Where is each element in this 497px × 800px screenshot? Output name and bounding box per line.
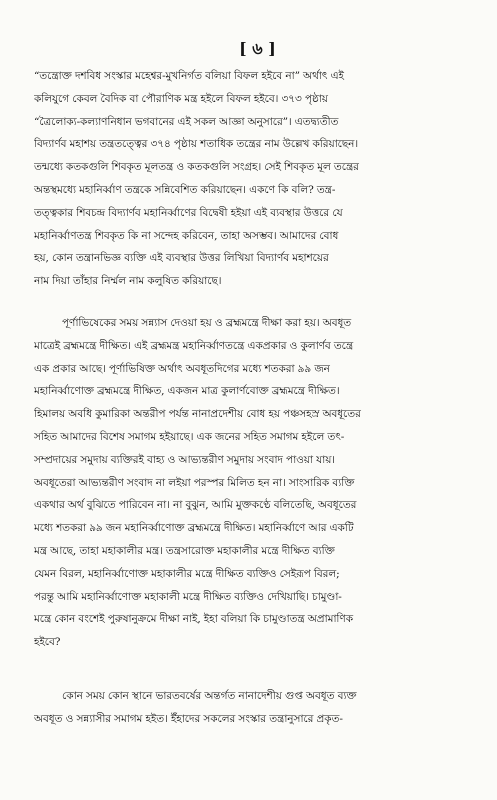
- text-line: বিদ্যার্ণব মহাশয় তন্ত্রতত্ত্বের ৩৭৪ পৃষ্ঠায় শতাধিক তন্ত্রের নাম উল্লেখ করিয়াছেন।: [34, 138, 358, 151]
- text-line: “তন্ত্রোক্ত দশবিধ সংস্কার মহেশ্বর-মুখনির্গত বলিয়া বিফল হইবে না” অর্থাৎ এই: [34, 70, 344, 82]
- text-line: এক প্রকার আছে। পূর্ণাভিষিক্ত অর্থাৎ অবধূতদিগের মধ্যে শতকরা ৯৯ জন: [34, 362, 330, 375]
- text-line: পরন্তু আমি মহানির্ব্বাণোক্ত মহাকালী মন্ত্রে দীক্ষিত ব্যক্তিও দেখিয়াছি। চামুণ্ডা-: [34, 590, 342, 603]
- text-line: যেমন বিরল, মহানির্ব্বাণোক্ত মহাকালীর মন্ত্রে দীক্ষিত ব্যক্তিও সেইরূপ বিরল;: [34, 567, 340, 580]
- text-line: পূর্ণাভিষেকের সময় সন্ন্যাস দেওয়া হয় ও ব্রহ্মমন্ত্রে দীক্ষা করা হয়। অবধূত: [62, 317, 352, 329]
- text-line: নাম দিয়া তাঁহার নির্ম্মল নাম কলুষিত করিয়াছে।: [34, 275, 222, 288]
- text-line: সহিত আমাদের বিশেষ সমাগম হইয়াছে। এক জনের সহিত সমাগম হইলে তৎ-: [34, 430, 345, 443]
- text-line: একথার অর্থ বুঝিতে পারিবেন না। না বুঝুন, আমি মুক্তকণ্ঠে বলিতেছি, অবধূতের: [34, 499, 357, 512]
- text-line: কলিযুগে কেবল বৈদিক বা পৌরাণিক মন্ত্র হইলে বিফল হইবে। ৩৭৩ পৃষ্ঠায়: [34, 92, 328, 105]
- text-line: অবধূত ও সন্ন্যাসীর সমাগম হইত। ইঁহাদের সকলের সংস্কার তন্ত্রানুসারে প্রকৃত-: [34, 712, 343, 725]
- text-line: অবধূতেরা আভ্যন্তরীণ সংবাদ না লইয়া পরস্পর মিলিত হন না। সাংসারিক ব্যক্তি: [34, 476, 355, 489]
- text-line: হইবে?: [34, 636, 61, 649]
- text-line: কোন সময় কোন স্থানে ভারতবর্ষের অন্তর্গত নানাদেশীয় গুপ্ত অবধূত ব্যক্ত: [62, 690, 357, 702]
- text-line: মন্ত্রে কোন বংশেই পুরুষানুক্রমে দীক্ষা নাই, ইহা বলিয়া কি চামুণ্ডাতন্ত্র অপ্রামাণিক: [34, 613, 353, 626]
- text-line: মন্ত্র আছে, তাহা মহাকালীর মন্ত্র। তন্ত্রসারোক্ত মহাকালীর মন্ত্রে দীক্ষিত ব্যক্তি: [34, 544, 335, 557]
- page-number: [ ৬ ]: [239, 39, 276, 58]
- text-line: মাত্রেই ব্রহ্মমন্ত্রে দীক্ষিত। এই ব্রহ্মমন্ত্র মহানির্ব্বাণতন্ত্রে একপ্রকার ও কুলার্ণব তন্ত্রে: [34, 339, 354, 352]
- text-line: মহানির্ব্বাণোক্ত ব্রহ্মমন্ত্রে দীক্ষিত, একজন মাত্র কুলার্ণবোক্ত ব্রহ্মমন্ত্রে দীক্ষিত।: [34, 385, 340, 398]
- text-line: হয়, কোন তন্ত্রানভিজ্ঞ ব্যক্তি এই ব্যবস্থার উত্তর লিখিয়া বিদ্যার্ণব মহাশয়ের: [34, 252, 329, 265]
- text-line: তত্ত্বকার শিবচন্দ্র বিদ্যার্ণব মহানির্ব্বাণের বিদ্বেষী হইয়া এই ব্যবস্থার উত্তরে যে: [34, 206, 343, 219]
- text-line: সম্প্রদায়ের সমুদায় ব্যক্তিরই বাহ্য ও আভ্যন্তরীণ সমুদায় সংবাদ পাওয়া যায়।: [34, 453, 335, 466]
- text-line: তন্মধ্যে কতকগুলি শিবকৃত মূলতন্ত্র ও কতকগুলি সংগ্রহ। সেই শিবকৃত মূল তন্ত্রের: [34, 161, 359, 174]
- text-line: মহানির্ব্বাণতন্ত্র শিবকৃত কি না সন্দেহ করিবেন, তাহা অসম্ভব। আমাদের বোধ: [34, 229, 339, 242]
- text-line: মধ্যে শতকরা ৯৯ জন মহানির্ব্বাণোক্ত ব্রহ্মমন্ত্রে দীক্ষিত। মহানির্ব্বাণে আর একটি: [34, 522, 354, 535]
- text-line: “ত্রৈলোক্য-কল্যাণনিধান ভগবানের এই সকল আজ্ঞা অনুসারে”। এতদ্ব্যতীত: [34, 115, 339, 128]
- text-line: হিমালয় অবধি কুমারিকা অন্তরীপ পর্যন্ত নানাপ্রদেশীয় বোধ হয় পঞ্চসহস্র অবধূতের: [34, 408, 361, 421]
- paragraph-1: [34, 65, 480, 293]
- text-line: অন্তস্থমধ্যে মহানির্ব্বাণ তন্ত্রকে সন্নিবেশিত করিয়াছেন। একণে কি বলি? তন্ত্র-: [34, 183, 336, 196]
- paragraph-2: [34, 312, 480, 654]
- paragraph-3: [34, 685, 480, 731]
